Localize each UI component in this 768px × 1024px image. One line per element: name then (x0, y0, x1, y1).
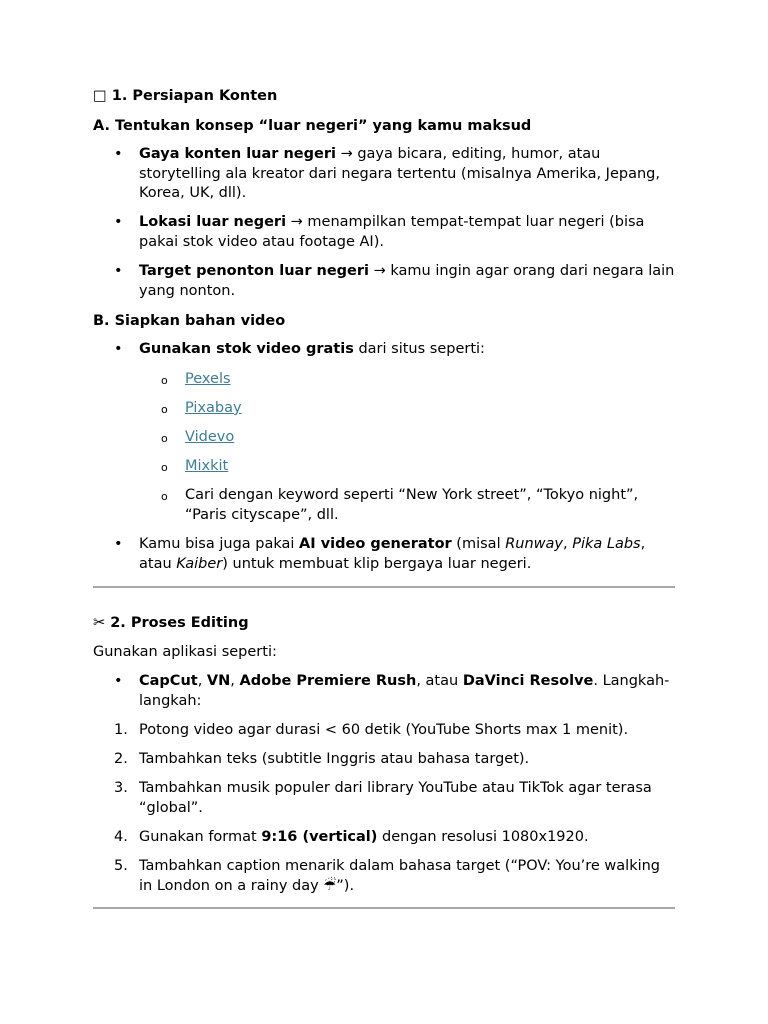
list-item (93, 145, 675, 204)
step-item (93, 857, 675, 896)
step-item (93, 750, 675, 770)
item-text: → menampilkan tempat-tempat luar negeri (bisa pakai stok video atau footage AI). (139, 214, 645, 250)
section-2-title (93, 613, 675, 633)
site-item-pexels (139, 370, 675, 390)
item-text: Kamu bisa juga pakai (139, 536, 300, 553)
step-text: dengan resolusi 1080x1920. (377, 828, 589, 845)
scissors-icon: ✂ (93, 615, 106, 632)
checkbox-icon: □ (93, 88, 107, 104)
item-text: , (230, 672, 240, 689)
item-bold-text: Gunakan stok video gratis (139, 341, 354, 358)
sub-bullet-marker: o (161, 373, 168, 387)
bullet-marker: • (114, 672, 123, 689)
section-divider (93, 907, 675, 909)
step-text: Tambahkan caption menarik dalam bahasa target (“POV: You’re walking in London on a rainy day ☔”). (139, 858, 661, 894)
keyword-tip-item (139, 486, 675, 525)
app-name: DaVinci Resolve (462, 672, 594, 689)
list-item (93, 672, 675, 711)
video-material-list (93, 340, 675, 574)
site-item-videvo (139, 428, 675, 448)
bullet-marker: • (114, 214, 123, 231)
site-item-pixabay (139, 399, 675, 419)
step-text: Tambahkan teks (subtitle Inggris atau bahasa target). (139, 750, 530, 767)
step-number: 2. (114, 750, 128, 767)
step-text: Gunakan format (139, 828, 262, 845)
bullet-marker: • (114, 146, 123, 162)
editing-intro: Gunakan aplikasi seperti: (93, 643, 277, 660)
step-number: 5. (114, 858, 128, 875)
site-item-mixkit (139, 457, 675, 477)
sub-bullet-marker: o (161, 432, 168, 445)
step-item (93, 721, 675, 741)
sub-bullet-marker: o (161, 461, 168, 475)
item-text: , atau (416, 672, 463, 689)
item-text: ) untuk membuat klip bergaya luar negeri. (222, 555, 532, 572)
item-italic-text: Kaiber (176, 555, 223, 572)
app-name: Adobe Premiere Rush (239, 672, 417, 689)
subsection-b-heading: B. Siapkan bahan video (93, 312, 286, 329)
item-italic-text: Runway (505, 536, 563, 553)
step-number: 1. (114, 721, 128, 738)
section-1-title (93, 86, 675, 106)
step-number: 4. (114, 828, 128, 845)
editing-steps-list (93, 721, 675, 897)
item-text: , (197, 672, 207, 689)
item-bold-text: Gaya konten luar negeri (139, 146, 336, 162)
bullet-marker: • (114, 536, 123, 553)
list-item (93, 535, 675, 574)
section-2-title-text: 2. Proses Editing (110, 615, 249, 632)
list-item (93, 262, 675, 301)
list-item (93, 213, 675, 252)
link-pixabay[interactable]: Pixabay (185, 399, 242, 416)
sub-bullet-marker: o (161, 490, 168, 504)
step-bold-text: 9:16 (vertical) (261, 828, 378, 845)
item-text: → gaya bicara, editing, humor, atau storytelling ala kreator dari negara tertentu (misalnya Amerika, Jepang, Korea, UK, dll). (139, 146, 660, 202)
link-mixkit[interactable]: Mixkit (185, 458, 229, 475)
document-content (93, 86, 675, 909)
item-text: (misal (451, 536, 506, 553)
step-text: Potong video agar durasi < 60 detik (YouTube Shorts max 1 menit). (139, 721, 629, 738)
item-italic-text: Pika Labs (572, 536, 641, 553)
list-item (93, 340, 675, 525)
item-text: , atau (139, 536, 646, 572)
item-text: dari situs seperti: (353, 341, 485, 358)
item-bold-text: AI video generator (299, 536, 452, 553)
item-bold-text: Lokasi luar negeri (139, 214, 287, 231)
item-bold-text: Target penonton luar negeri (139, 263, 370, 280)
subsection-a-heading: A. Tentukan konsep “luar negeri” yang kamu maksud (93, 117, 532, 134)
keyword-tip-text: Cari dengan keyword seperti “New York street”, “Tokyo night”, “Paris cityscape”, dll. (185, 487, 639, 523)
bullet-marker: • (114, 341, 123, 358)
editing-apps-list (93, 672, 675, 711)
sub-bullet-marker: o (161, 402, 168, 416)
section-divider (93, 586, 675, 588)
item-text: , (562, 536, 573, 553)
app-name: VN (206, 672, 231, 689)
bullet-marker: • (114, 263, 123, 280)
link-videvo[interactable]: Videvo (185, 429, 235, 445)
step-item (93, 779, 675, 818)
step-text: Tambahkan musik populer dari library YouTube atau TikTok agar terasa “global”. (139, 780, 652, 816)
step-item (93, 828, 675, 848)
item-text: . Langkah-langkah: (139, 672, 670, 709)
concept-list (93, 145, 675, 301)
section-1-title-text: 1. Persiapan Konten (111, 88, 278, 104)
step-number: 3. (114, 780, 128, 797)
item-text: → kamu ingin agar orang dari negara lain yang nonton. (139, 263, 675, 299)
stock-sites-list (139, 370, 675, 526)
link-pexels[interactable]: Pexels (185, 370, 231, 387)
app-name: CapCut (139, 672, 198, 689)
